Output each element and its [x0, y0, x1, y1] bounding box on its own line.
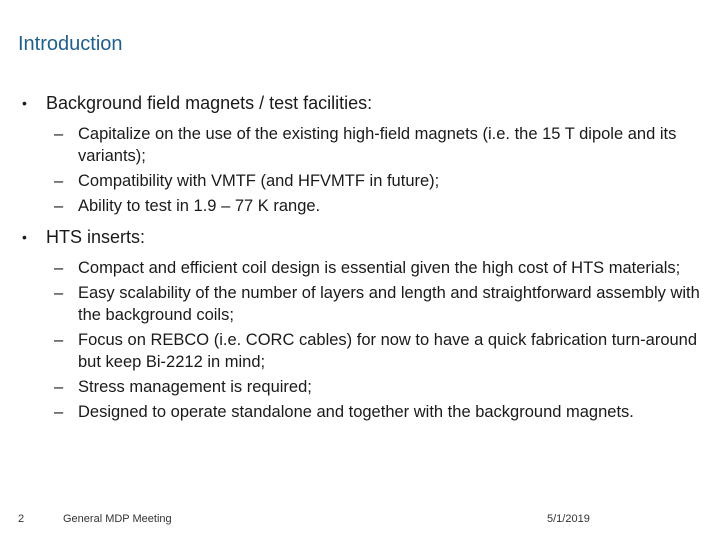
- list-item-text: Capitalize on the use of the existing high-field magnets (i.e. the 15 T dipole and its variants);: [78, 125, 677, 165]
- dash-icon: –: [54, 331, 64, 349]
- list-item-text: Compatibility with VMTF (and HFVMTF in future);: [78, 172, 440, 190]
- list-item: [54, 329, 702, 373]
- section-heading: [22, 91, 702, 115]
- dash-icon: –: [54, 125, 64, 143]
- section-heading-text: Background field magnets / test facilities:: [46, 93, 373, 113]
- page-number: 2: [18, 513, 25, 525]
- sub-bullet-list: [54, 123, 702, 217]
- list-item-text: Stress management is required;: [78, 378, 312, 396]
- dash-icon: –: [54, 197, 64, 215]
- slide-content: [22, 91, 702, 431]
- list-item: [54, 257, 702, 279]
- list-item: [54, 401, 702, 423]
- bullet-icon: •: [22, 95, 27, 111]
- footer-meeting-name: General MDP Meeting: [63, 513, 172, 525]
- page-title: Introduction: [18, 33, 123, 55]
- bullet-icon: •: [22, 229, 27, 245]
- list-item-text: Easy scalability of the number of layers and length and straightforward assembly with the background coils;: [78, 284, 700, 324]
- dash-icon: –: [54, 403, 64, 421]
- footer-date: 5/1/2019: [547, 513, 590, 525]
- list-item: [54, 123, 702, 167]
- list-item: [54, 376, 702, 398]
- list-item-text: Compact and efficient coil design is essential given the high cost of HTS materials;: [78, 259, 681, 277]
- list-item-text: Designed to operate standalone and together with the background magnets.: [78, 403, 634, 421]
- list-item: [54, 282, 702, 326]
- section-heading-text: HTS inserts:: [46, 227, 146, 247]
- dash-icon: –: [54, 172, 64, 190]
- list-item-text: Ability to test in 1.9 – 77 K range.: [78, 197, 321, 215]
- list-item: [54, 195, 702, 217]
- dash-icon: –: [54, 284, 64, 302]
- list-item-text: Focus on REBCO (i.e. CORC cables) for now to have a quick fabrication turn-around but keep Bi-2212 in mind;: [78, 331, 698, 371]
- dash-icon: –: [54, 378, 64, 396]
- list-item: [54, 170, 702, 192]
- dash-icon: –: [54, 259, 64, 277]
- sub-bullet-list: [54, 257, 702, 423]
- section-heading: [22, 225, 702, 249]
